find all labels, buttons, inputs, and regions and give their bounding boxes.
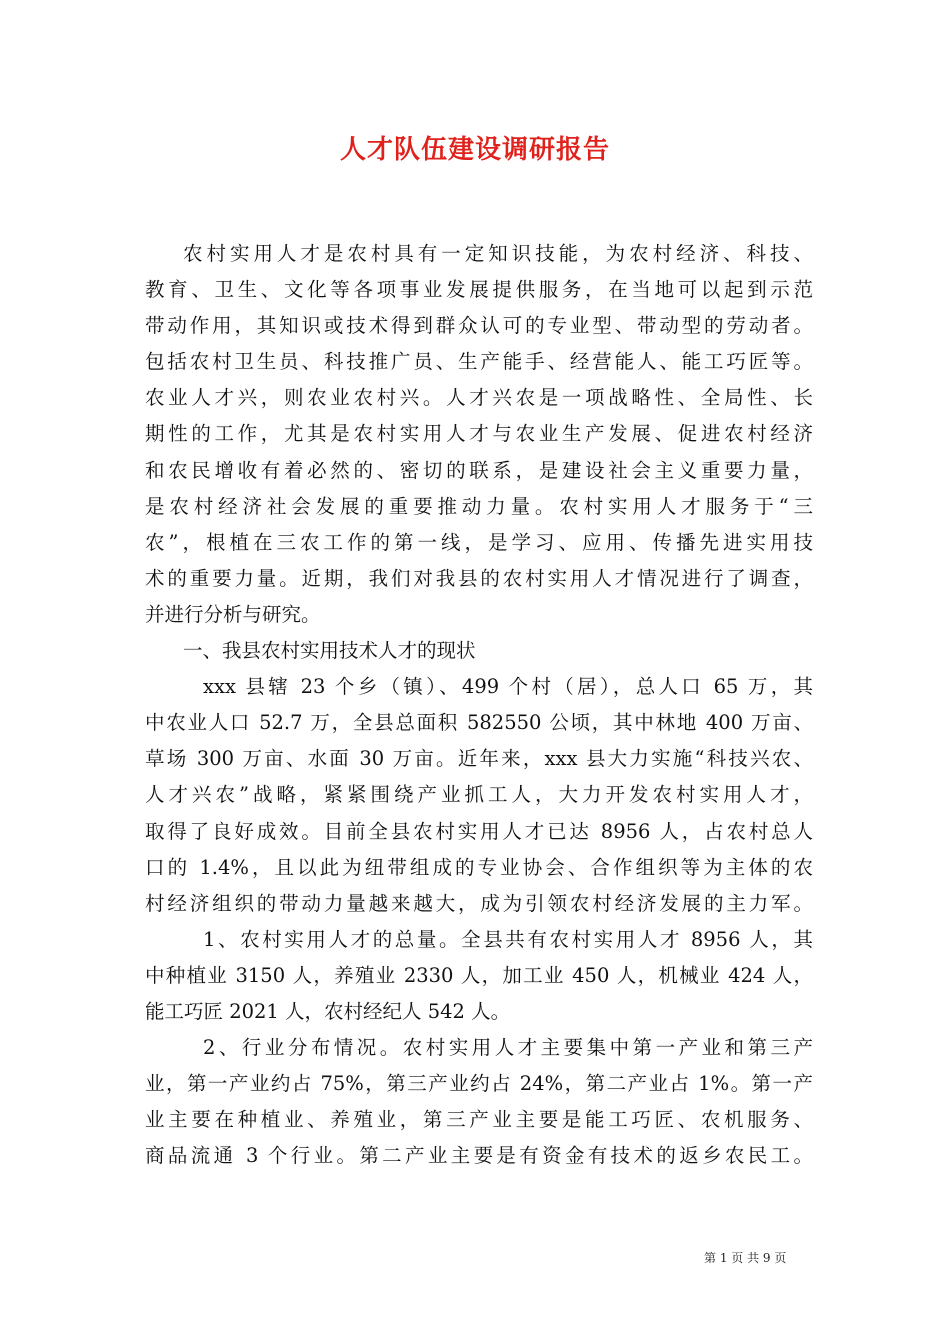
paragraph-line: 能工巧匠 2021 人，农村经纪人 542 人。 <box>145 999 511 1023</box>
page-number: 第 1 页 共 9 页 <box>704 1251 787 1265</box>
paragraph-line: 商品流通 3 个行业。第二产业主要是有资金有技术的返乡农民工。 <box>145 1144 813 1168</box>
paragraph-line: 包括农村卫生员、科技推广员、生产能手、经营能人、能工巧匠等。 <box>145 350 813 374</box>
paragraph-line: 农业人才兴，则农业农村兴。人才兴农是一项战略性、全局性、长 <box>145 386 813 410</box>
paragraph-line: 是农村经济社会发展的重要推动力量。农村实用人才服务于“三 <box>145 494 813 518</box>
section-heading: 一、我县农村实用技术人才的现状 <box>183 639 476 663</box>
paragraph-line: xxx 县辖 23 个乡（镇）、499 个村（居），总人口 65 万，其 <box>203 675 813 699</box>
paragraph-line: 农村实用人才是农村具有一定知识技能，为农村经济、科技、 <box>183 242 813 265</box>
paragraph-line: 术的重要力量。近期，我们对我县的农村实用人才情况进行了调查， <box>145 566 813 590</box>
paragraph-line: 业主要在种植业、养殖业，第三产业主要是能工巧匠、农机服务、 <box>145 1108 813 1132</box>
paragraph-line: 人才兴农”战略，紧紧围绕产业抓工人，大力开发农村实用人才， <box>145 783 813 807</box>
paragraph-line: 中农业人口 52.7 万，全县总面积 582550 公顷，其中林地 400 万亩、 <box>145 711 813 735</box>
paragraph-line: 口的 1.4%，且以此为纽带组成的专业协会、合作组织等为主体的农 <box>145 855 813 879</box>
paragraph-line: 期性的工作，尤其是农村实用人才与农业生产发展、促进农村经济 <box>145 422 813 446</box>
paragraph-line: 取得了良好成效。目前全县农村实用人才已达 8956 人，占农村总人 <box>145 819 813 843</box>
paragraph-line: 和农民增收有着必然的、密切的联系，是建设社会主义重要力量， <box>145 458 813 482</box>
paragraph-line: 农”，根植在三农工作的第一线，是学习、应用、传播先进实用技 <box>145 530 813 554</box>
paragraph-line: 草场 300 万亩、水面 30 万亩。近年来，xxx 县大力实施“科技兴农、 <box>145 747 813 771</box>
paragraph-line: 带动作用，其知识或技术得到群众认可的专业型、带动型的劳动者。 <box>145 314 813 338</box>
document-body <box>145 236 813 1174</box>
paragraph-line: 教育、卫生、文化等各项事业发展提供服务，在当地可以起到示范 <box>145 278 813 302</box>
paragraph-line: 中种植业 3150 人，养殖业 2330 人，加工业 450 人，机械业 424 人， <box>145 963 813 987</box>
document-title: 人才队伍建设调研报告 <box>339 135 610 165</box>
paragraph-line: 2、行业分布情况。农村实用人才主要集中第一产业和第三产 <box>203 1036 813 1060</box>
paragraph-line: 并进行分析与研究。 <box>145 602 321 626</box>
paragraph-line: 业，第一产业约占 75%，第三产业约占 24%，第二产业占 1%。第一产 <box>145 1072 813 1096</box>
paragraph-line: 村经济组织的带动力量越来越大，成为引领农村经济发展的主力军。 <box>145 891 813 915</box>
paragraph-line: 1、农村实用人才的总量。全县共有农村实用人才 8956 人，其 <box>203 927 813 951</box>
